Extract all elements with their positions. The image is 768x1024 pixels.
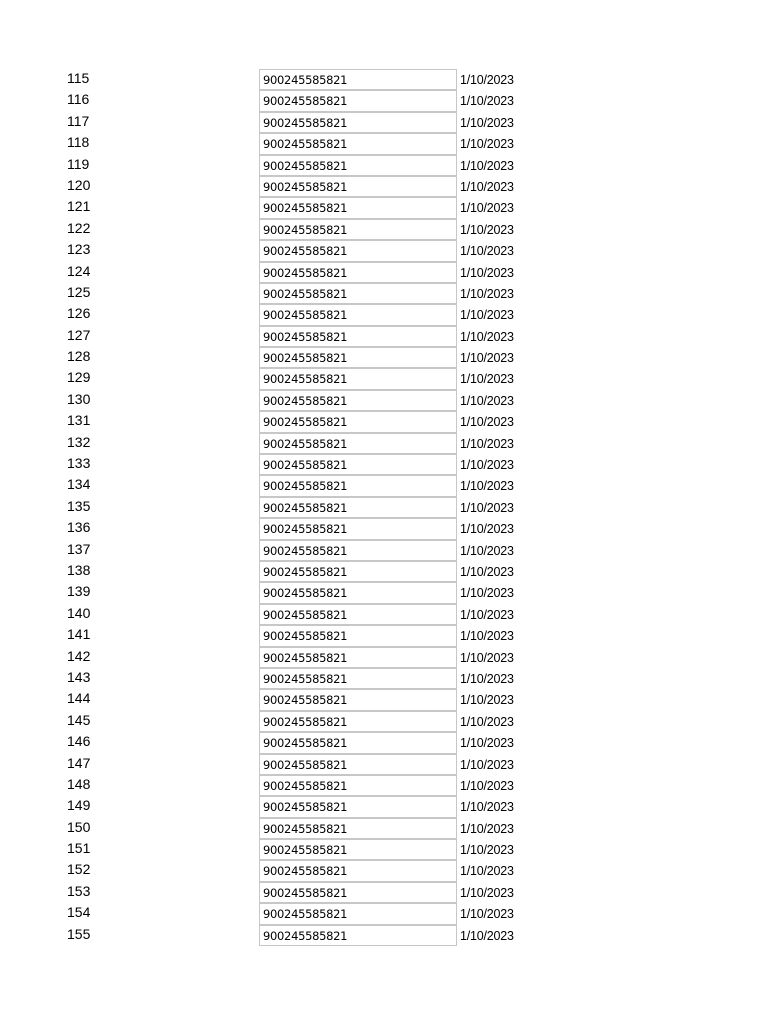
row-number: 138 (67, 561, 91, 578)
code-value: 900245585821 (263, 201, 348, 216)
table-row (0, 860, 768, 881)
table-row (0, 390, 768, 411)
table-row (0, 262, 768, 283)
table-row (0, 754, 768, 775)
row-number: 147 (67, 754, 91, 771)
code-cell (259, 497, 457, 518)
row-number: 136 (67, 519, 91, 536)
table-row (0, 732, 768, 753)
table-row (0, 368, 768, 389)
row-number: 142 (67, 647, 91, 664)
row-number: 149 (67, 797, 91, 814)
table-row (0, 647, 768, 668)
code-cell (259, 732, 457, 753)
code-cell (259, 796, 457, 817)
code-cell (259, 304, 457, 325)
code-cell (259, 903, 457, 924)
row-number: 153 (67, 882, 91, 899)
table-row (0, 925, 768, 946)
table-row (0, 133, 768, 154)
date-value: 1/10/2023 (460, 843, 514, 858)
code-value: 900245585821 (263, 843, 348, 858)
date-value: 1/10/2023 (460, 73, 514, 87)
date-value: 1/10/2023 (460, 393, 514, 408)
code-cell (259, 668, 457, 689)
date-value: 1/10/2023 (460, 308, 514, 323)
code-value: 900245585821 (263, 265, 348, 280)
date-value: 1/10/2023 (460, 629, 514, 644)
row-number: 144 (67, 690, 91, 707)
table-row (0, 561, 768, 582)
date-value: 1/10/2023 (460, 650, 514, 665)
date-value: 1/10/2023 (460, 137, 514, 152)
table-row (0, 240, 768, 261)
code-cell (259, 197, 457, 218)
row-number: 130 (67, 390, 91, 407)
date-value: 1/10/2023 (460, 821, 514, 836)
date-value: 1/10/2023 (460, 864, 514, 879)
table-row (0, 454, 768, 475)
code-value: 900245585821 (263, 393, 348, 408)
row-number: 122 (67, 219, 91, 236)
code-value: 900245585821 (263, 586, 348, 601)
date-value: 1/10/2023 (460, 736, 514, 751)
row-number: 155 (67, 925, 91, 942)
table-row (0, 219, 768, 240)
code-cell (259, 283, 457, 304)
code-value: 900245585821 (263, 244, 348, 259)
code-value: 900245585821 (263, 757, 348, 772)
row-number: 115 (67, 70, 90, 86)
code-value: 900245585821 (263, 458, 348, 473)
code-cell (259, 925, 457, 946)
code-value: 900245585821 (263, 543, 348, 558)
table-row (0, 304, 768, 325)
code-value: 900245585821 (263, 73, 348, 87)
code-cell (259, 839, 457, 860)
row-number: 118 (67, 134, 90, 151)
code-cell (259, 90, 457, 111)
code-cell (259, 582, 457, 603)
code-value: 900245585821 (263, 329, 348, 344)
code-cell (259, 390, 457, 411)
date-value: 1/10/2023 (460, 800, 514, 815)
code-value: 900245585821 (263, 179, 348, 194)
row-number: 151 (67, 840, 91, 857)
row-number: 126 (67, 305, 91, 322)
code-cell (259, 133, 457, 154)
date-value: 1/10/2023 (460, 115, 514, 130)
row-number: 117 (67, 112, 90, 129)
row-number: 145 (67, 711, 91, 728)
date-value: 1/10/2023 (460, 244, 514, 259)
date-value: 1/10/2023 (460, 286, 514, 301)
row-number: 140 (67, 604, 91, 621)
code-value: 900245585821 (263, 821, 348, 836)
row-number: 135 (67, 497, 91, 514)
row-number: 143 (67, 668, 91, 685)
code-value: 900245585821 (263, 607, 348, 622)
row-number: 120 (67, 176, 91, 193)
row-number: 152 (67, 861, 91, 878)
code-value: 900245585821 (263, 115, 348, 130)
table-row (0, 433, 768, 454)
table-row (0, 903, 768, 924)
table-row (0, 90, 768, 111)
code-cell (259, 433, 457, 454)
table-row (0, 689, 768, 710)
code-value: 900245585821 (263, 714, 348, 729)
row-number: 128 (67, 348, 91, 365)
date-value: 1/10/2023 (460, 329, 514, 344)
code-cell (259, 176, 457, 197)
code-cell (259, 689, 457, 710)
table-row (0, 668, 768, 689)
table-row (0, 497, 768, 518)
code-cell (259, 368, 457, 389)
date-value: 1/10/2023 (460, 500, 514, 515)
code-cell (259, 775, 457, 796)
code-cell (259, 155, 457, 176)
row-number: 133 (67, 455, 91, 472)
table-row (0, 411, 768, 432)
row-number: 146 (67, 733, 91, 750)
row-number: 131 (67, 412, 91, 429)
date-value: 1/10/2023 (460, 522, 514, 537)
data-table (0, 69, 768, 946)
date-value: 1/10/2023 (460, 778, 514, 793)
code-cell (259, 882, 457, 903)
date-value: 1/10/2023 (460, 436, 514, 451)
code-cell (259, 240, 457, 261)
row-number: 124 (67, 262, 91, 279)
date-value: 1/10/2023 (460, 885, 514, 900)
code-cell (259, 112, 457, 133)
code-cell (259, 262, 457, 283)
code-value: 900245585821 (263, 671, 348, 686)
table-row (0, 882, 768, 903)
code-value: 900245585821 (263, 479, 348, 494)
row-number: 119 (67, 155, 90, 172)
code-value: 900245585821 (263, 372, 348, 387)
code-cell (259, 347, 457, 368)
table-row (0, 112, 768, 133)
code-value: 900245585821 (263, 158, 348, 173)
code-cell (259, 69, 457, 90)
code-cell (259, 604, 457, 625)
code-cell (259, 860, 457, 881)
row-number: 141 (67, 626, 91, 643)
date-value: 1/10/2023 (460, 94, 514, 109)
date-value: 1/10/2023 (460, 265, 514, 280)
table-row (0, 155, 768, 176)
date-value: 1/10/2023 (460, 351, 514, 366)
code-value: 900245585821 (263, 800, 348, 815)
table-row (0, 582, 768, 603)
code-value: 900245585821 (263, 222, 348, 237)
table-row (0, 326, 768, 347)
table-row (0, 839, 768, 860)
table-row (0, 347, 768, 368)
code-cell (259, 625, 457, 646)
date-value: 1/10/2023 (460, 928, 514, 943)
row-number: 139 (67, 583, 91, 600)
table-row (0, 775, 768, 796)
date-value: 1/10/2023 (460, 543, 514, 558)
date-value: 1/10/2023 (460, 372, 514, 387)
row-number: 125 (67, 283, 91, 300)
code-value: 900245585821 (263, 885, 348, 900)
table-row (0, 604, 768, 625)
date-value: 1/10/2023 (460, 479, 514, 494)
row-number: 154 (67, 904, 91, 921)
code-value: 900245585821 (263, 351, 348, 366)
row-number: 137 (67, 540, 91, 557)
code-cell (259, 711, 457, 732)
table-row (0, 796, 768, 817)
row-number: 134 (67, 476, 91, 493)
code-value: 900245585821 (263, 778, 348, 793)
code-value: 900245585821 (263, 94, 348, 109)
table-row (0, 69, 768, 90)
date-value: 1/10/2023 (460, 907, 514, 922)
row-number: 150 (67, 818, 91, 835)
code-value: 900245585821 (263, 736, 348, 751)
code-value: 900245585821 (263, 436, 348, 451)
row-number: 116 (67, 91, 90, 108)
row-number: 129 (67, 369, 91, 386)
date-value: 1/10/2023 (460, 714, 514, 729)
table-row (0, 283, 768, 304)
row-number: 121 (67, 198, 91, 215)
table-row (0, 540, 768, 561)
code-cell (259, 326, 457, 347)
table-row (0, 197, 768, 218)
row-number: 132 (67, 433, 91, 450)
date-value: 1/10/2023 (460, 564, 514, 579)
date-value: 1/10/2023 (460, 415, 514, 430)
row-number: 127 (67, 326, 91, 343)
code-cell (259, 219, 457, 240)
date-value: 1/10/2023 (460, 179, 514, 194)
code-value: 900245585821 (263, 629, 348, 644)
code-cell (259, 561, 457, 582)
code-value: 900245585821 (263, 928, 348, 943)
table-row (0, 625, 768, 646)
code-cell (259, 411, 457, 432)
date-value: 1/10/2023 (460, 586, 514, 601)
table-row (0, 176, 768, 197)
table-row (0, 475, 768, 496)
code-value: 900245585821 (263, 286, 348, 301)
code-value: 900245585821 (263, 693, 348, 708)
table-row (0, 518, 768, 539)
code-value: 900245585821 (263, 907, 348, 922)
date-value: 1/10/2023 (460, 671, 514, 686)
code-cell (259, 647, 457, 668)
code-cell (259, 818, 457, 839)
code-value: 900245585821 (263, 864, 348, 879)
code-value: 900245585821 (263, 564, 348, 579)
code-cell (259, 454, 457, 475)
date-value: 1/10/2023 (460, 693, 514, 708)
code-value: 900245585821 (263, 500, 348, 515)
code-cell (259, 754, 457, 775)
date-value: 1/10/2023 (460, 158, 514, 173)
date-value: 1/10/2023 (460, 201, 514, 216)
code-value: 900245585821 (263, 415, 348, 430)
code-value: 900245585821 (263, 137, 348, 152)
code-cell (259, 475, 457, 496)
code-value: 900245585821 (263, 650, 348, 665)
row-number: 123 (67, 241, 91, 258)
row-number: 148 (67, 775, 91, 792)
code-value: 900245585821 (263, 308, 348, 323)
table-row (0, 711, 768, 732)
code-cell (259, 540, 457, 561)
date-value: 1/10/2023 (460, 458, 514, 473)
date-value: 1/10/2023 (460, 757, 514, 772)
code-cell (259, 518, 457, 539)
date-value: 1/10/2023 (460, 222, 514, 237)
date-value: 1/10/2023 (460, 607, 514, 622)
table-row (0, 818, 768, 839)
code-value: 900245585821 (263, 522, 348, 537)
